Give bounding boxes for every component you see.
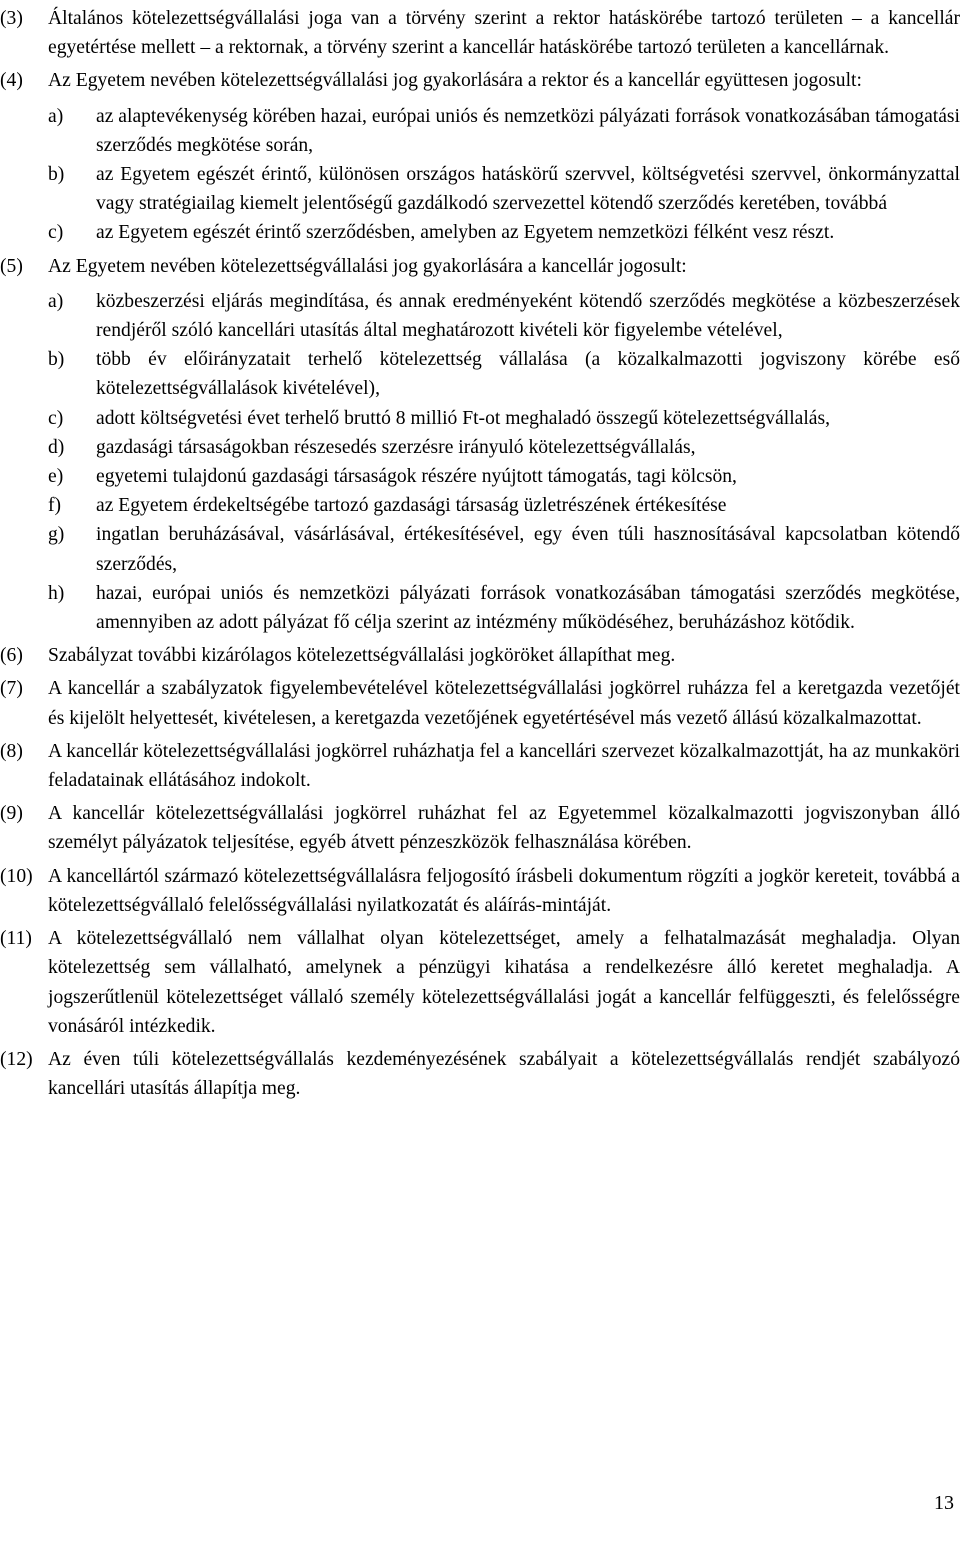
item-letter: g) bbox=[48, 524, 65, 546]
paragraph-text: Általános kötelezettségvállalási joga van a törvény szerint a rektor hatáskörébe tartozó területen – a kancellár egyetértése mellett – a rektornak, a törvény szerint a kancellár hatáskörébe tartozó területen a kancellárnak. bbox=[48, 8, 960, 59]
list-item bbox=[48, 462, 960, 491]
list-item bbox=[48, 491, 960, 520]
list-item bbox=[48, 520, 960, 578]
item-text: közbeszerzési eljárás megindítása, és annak eredményeként kötendő szerződés megkötése a közbeszerzések rendjéről szóló kancellári utasítás által meghatározott kivételi kör figyelembe vételével, bbox=[96, 290, 960, 342]
item-text: hazai, európai uniós és nemzetközi pályázati források vonatkozásában támogatási szerződés megkötése, amennyiben az adott pályázat fő célja szerint az intézmény működéséhez, beruházáshoz kötődik. bbox=[96, 582, 960, 634]
paragraph-text: Szabályzat további kizárólagos kötelezettségvállalási jogköröket állapíthat meg. bbox=[48, 645, 676, 667]
item-letter: c) bbox=[48, 222, 64, 244]
list-item bbox=[48, 404, 960, 433]
paragraph-number: (11) bbox=[0, 928, 32, 950]
paragraph-text: Az éven túli kötelezettségvállalás kezdeményezésének szabályait a kötelezettségvállalás rendjét szabályozó kancellári utasítás állapítja meg. bbox=[48, 1048, 960, 1100]
paragraph-6 bbox=[0, 641, 960, 670]
paragraph-9 bbox=[0, 799, 960, 857]
item-text: az Egyetem egészét érintő szerződésben, amelyben az Egyetem nemzetközi félként vesz részt. bbox=[96, 222, 835, 244]
item-text: egyetemi tulajdonú gazdasági társaságok részére nyújtott támogatás, tagi kölcsön, bbox=[96, 466, 737, 488]
paragraph-number: (10) bbox=[0, 865, 33, 887]
item-letter: b) bbox=[48, 349, 65, 371]
paragraph-7 bbox=[0, 674, 960, 732]
paragraph-text: A kancellár kötelezettségvállalási jogkörrel ruházhat fel az Egyetemmel közalkalmazotti jogviszonyban álló személyt pályázatok teljesítése, egyéb átvett pénzeszközök felhasználása körében. bbox=[48, 803, 960, 854]
item-letter: a) bbox=[48, 105, 64, 127]
paragraph-number: (6) bbox=[0, 645, 23, 667]
paragraph-number: (3) bbox=[0, 8, 23, 29]
paragraph-number: (9) bbox=[0, 803, 23, 825]
item-letter: d) bbox=[48, 436, 65, 458]
item-text: gazdasági társaságokban részesedés szerzésre irányuló kötelezettségvállalás, bbox=[96, 436, 696, 458]
list-item bbox=[48, 345, 960, 403]
paragraph-12 bbox=[0, 1045, 960, 1103]
list-item bbox=[48, 160, 960, 218]
paragraph-number: (7) bbox=[0, 678, 23, 700]
item-letter: c) bbox=[48, 407, 64, 429]
paragraph-number: (5) bbox=[0, 255, 23, 277]
paragraph-11 bbox=[0, 924, 960, 1041]
item-text: az Egyetem egészét érintő, különösen országos hatáskörű szervvel, költségvetési szervvel, önkormányzattal vagy stratégiailag kiemelt jelentőségű gazdálkodó szervezettel kötendő szerződés keretében, továbbá bbox=[96, 164, 960, 215]
list-item bbox=[48, 433, 960, 462]
item-letter: e) bbox=[48, 466, 64, 488]
paragraph-text: A kötelezettségvállaló nem vállalhat olyan kötelezettséget, amely a felhatalmazását meghaladja. Olyan kötelezettség sem vállalható, amelynek a pénzügyi kihatása a rendelkezésre álló keretet meghaladja. A jogszerűtlenül kötelezettséget vállaló személy kötelezettségvállalási jogát a kancellár felfüggeszti, és felelősségre vonásáról intézkedik. bbox=[48, 928, 960, 1037]
list-item bbox=[48, 218, 960, 247]
paragraph-10 bbox=[0, 862, 960, 920]
item-list bbox=[48, 287, 960, 637]
item-text: több év előirányzatait terhelő kötelezettség vállalása (a közalkalmazotti jogviszony körébe eső kötelezettségvállalások kivételével), bbox=[96, 349, 960, 400]
item-letter: f) bbox=[48, 495, 62, 517]
list-item bbox=[48, 579, 960, 637]
paragraph-text: A kancellár kötelezettségvállalási jogkörrel ruházhatja fel a kancellári szervezet közalkalmazottját, ha az munkaköri feladatainak ellátásához indokolt. bbox=[48, 740, 960, 792]
item-text: ingatlan beruházásával, vásárlásával, értékesítésével, egy éven túli hasznosításával kapcsolatban kötendő szerződés, bbox=[96, 524, 960, 575]
paragraph-text: A kancellár a szabályzatok figyelembevételével kötelezettségvállalási jogkörrel ruházza fel a keretgazda vezetőjét és kijelölt helyettesét, kivételesen, a keretgazda vezetőjének egyetértésével más vezető állású közalkalmazottat. bbox=[48, 678, 960, 729]
paragraph-number: (12) bbox=[0, 1048, 33, 1070]
paragraph-4 bbox=[0, 66, 960, 247]
list-item bbox=[48, 102, 960, 160]
item-letter: h) bbox=[48, 582, 65, 604]
list-item bbox=[48, 287, 960, 345]
paragraph-text: Az Egyetem nevében kötelezettségvállalási jog gyakorlására a rektor és a kancellár együttesen jogosult: bbox=[48, 70, 862, 92]
paragraph-number: (8) bbox=[0, 740, 23, 762]
paragraph-5 bbox=[0, 252, 960, 638]
page-number: 13 bbox=[934, 1492, 954, 1514]
item-text: az Egyetem érdekeltségébe tartozó gazdasági társaság üzletrészének értékesítése bbox=[96, 495, 727, 517]
item-list bbox=[48, 102, 960, 248]
item-letter: b) bbox=[48, 164, 65, 186]
item-letter: a) bbox=[48, 290, 64, 312]
paragraph-text: Az Egyetem nevében kötelezettségvállalási jog gyakorlására a kancellár jogosult: bbox=[48, 255, 687, 277]
item-text: adott költségvetési évet terhelő bruttó 8 millió Ft-ot meghaladó összegű kötelezettségvállalás, bbox=[96, 407, 831, 429]
paragraph-3 bbox=[0, 4, 960, 62]
paragraph-number: (4) bbox=[0, 70, 23, 92]
paragraph-text: A kancellártól származó kötelezettségvállalásra feljogosító írásbeli dokumentum rögzíti a jogkör kereteit, továbbá a kötelezettségvállaló felelősségvállalási nyilatkozatát és aláírás-mintáját. bbox=[48, 865, 960, 916]
document-page bbox=[0, 4, 960, 1107]
paragraph-8 bbox=[0, 737, 960, 795]
item-text: az alaptevékenység körében hazai, európai uniós és nemzetközi pályázati források vonatkozásában támogatási szerződés megkötése során, bbox=[96, 105, 960, 156]
